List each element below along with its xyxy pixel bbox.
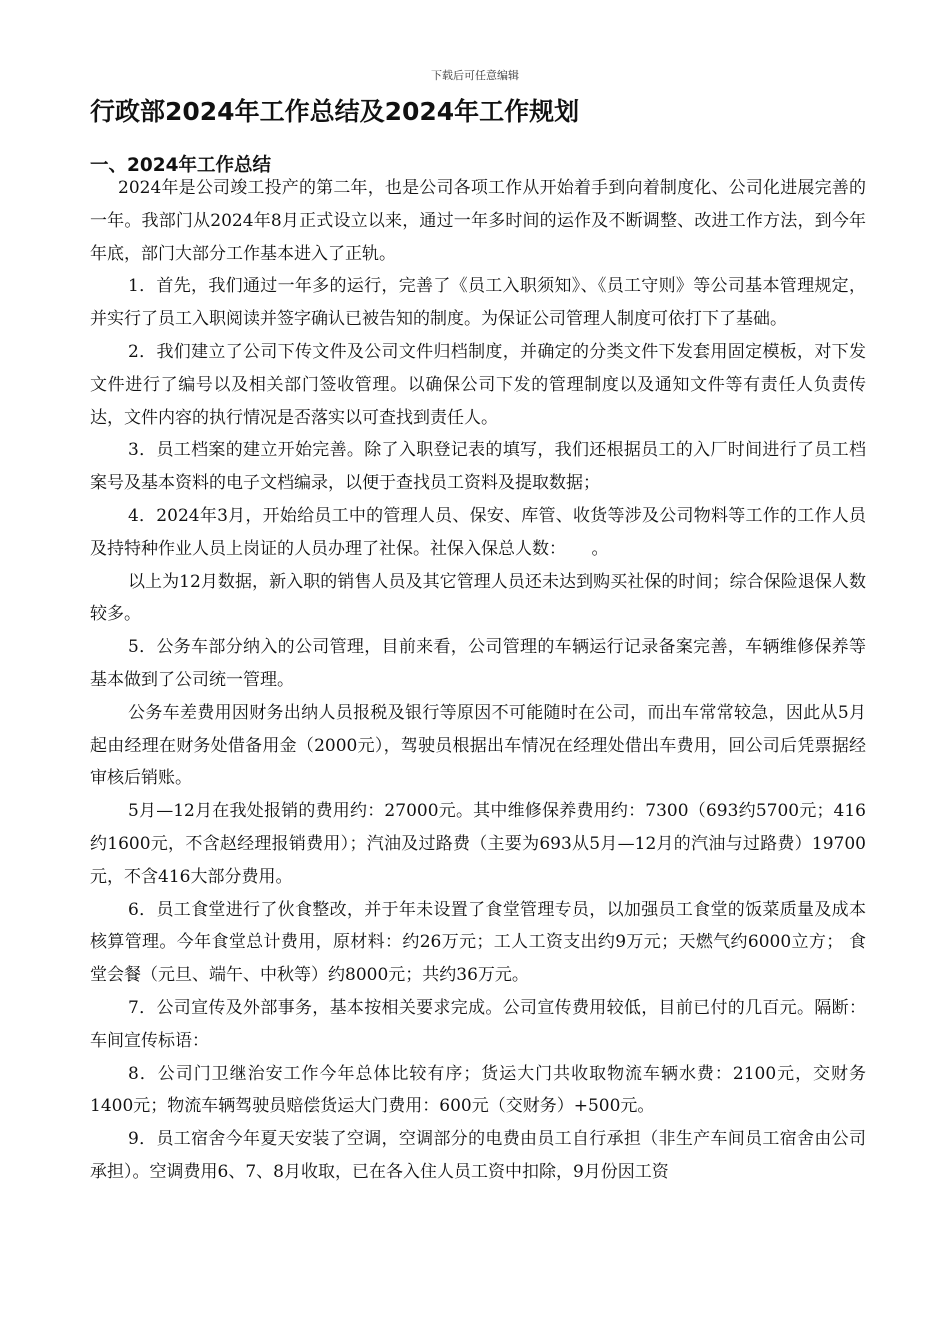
document-title: 行政部2024年工作总结及2024年工作规划 <box>90 97 580 126</box>
paragraph-item-7: 7．公司宣传及外部事务，基本按相关要求完成。公司宣传费用较低，目前已付的几百元。隔断： 车间宣传标语： <box>90 997 866 1051</box>
paragraph-vehicle-expense: 公务车差费用因财务出纳人员报税及银行等原因不可能随时在公司，而出车常常较急，因此从5月起由经理在财务处借备用金（2000元），驾驶员根据出车情况在经理处借出车费用，回公司后凭票据经审核后销账。 <box>90 702 866 789</box>
paragraph-item-2: 2．我们建立了公司下传文件及公司文件归档制度，并确定的分类文件下发套用固定模板，对下发文件进行了编号以及相关部门签收管理。以确保公司下发的管理制度以及通知文件等有责任人负责传达，文件内容的执行情况是否落实以可查找到责任人。 <box>90 341 866 428</box>
paragraph-item-1: 1．首先，我们通过一年多的运行，完善了《员工入职须知》、《员工守则》等公司基本管理规定，并实行了员工入职阅读并签字确认已被告知的制度。为保证公司管理人制度可依打下了基础。 <box>90 276 866 330</box>
section-heading: 一、2024年工作总结 <box>90 155 271 176</box>
paragraph-reimbursement: 5月—12月在我处报销的费用约：27000元。其中维修保养费用约：7300（693约5700元；416约1600元，不含赵经理报销费用）；汽油及过路费（主要为693从5月—12月的汽油与过路费）19700元，不含416大部分费用。 <box>90 801 866 887</box>
paragraph-item-8: 8．公司门卫继治安工作今年总体比较有序；货运大门共收取物流车辆水费：2100元，交财务1400元；物流车辆驾驶员赔偿货运大门费用：600元（交财务）+500元。 <box>90 1063 866 1117</box>
paragraph-item-9: 9．员工宿舍今年夏天安装了空调，空调部分的电费由员工自行承担（非生产车间员工宿舍由公司承担）。空调费用6、7、8月收取，已在各入住人员工资中扣除，9月份因工资 <box>90 1129 866 1182</box>
header-note: 下载后可任意编辑 <box>431 69 519 82</box>
paragraph-social-insurance-note: 以上为12月数据，新入职的销售人员及其它管理人员还未达到购买社保的时间；综合保险退保人数较多。 <box>90 571 866 625</box>
paragraph-item-4: 4．2024年3月，开始给员工中的管理人员、保安、库管、收货等涉及公司物料等工作的工作人员及持特种作业人员上岗证的人员办理了社保。社保入保总人数： 。 <box>90 505 866 559</box>
document-body <box>90 172 866 1189</box>
paragraph-item-5: 5．公务车部分纳入的公司管理，目前来看，公司管理的车辆运行记录备案完善，车辆维修保养等基本做到了公司统一管理。 <box>90 637 866 690</box>
paragraph-item-3: 3．员工档案的建立开始完善。除了入职登记表的填写，我们还根据员工的入厂时间进行了员工档案号及基本资料的电子文档编录，以便于查找员工资料及提取数据； <box>90 440 866 494</box>
paragraph-item-6: 6．员工食堂进行了伙食整改，并于年未设置了食堂管理专员，以加强员工食堂的饭菜质量及成本核算管理。今年食堂总计费用，原材料：约26万元；工人工资支出约9万元；天燃气约6000立方； 食堂会餐（元旦、端午、中秋等）约8000元；共约36万元。 <box>90 899 866 986</box>
paragraph-intro: 2024年是公司竣工投产的第二年，也是公司各项工作从开始着手到向着制度化、公司化进展完善的一年。我部门从2024年8月正式设立以来，通过一年多时间的运作及不断调整、改进工作方法，到今年年底，部门大部分工作基本进入了正轨。 <box>90 178 866 264</box>
